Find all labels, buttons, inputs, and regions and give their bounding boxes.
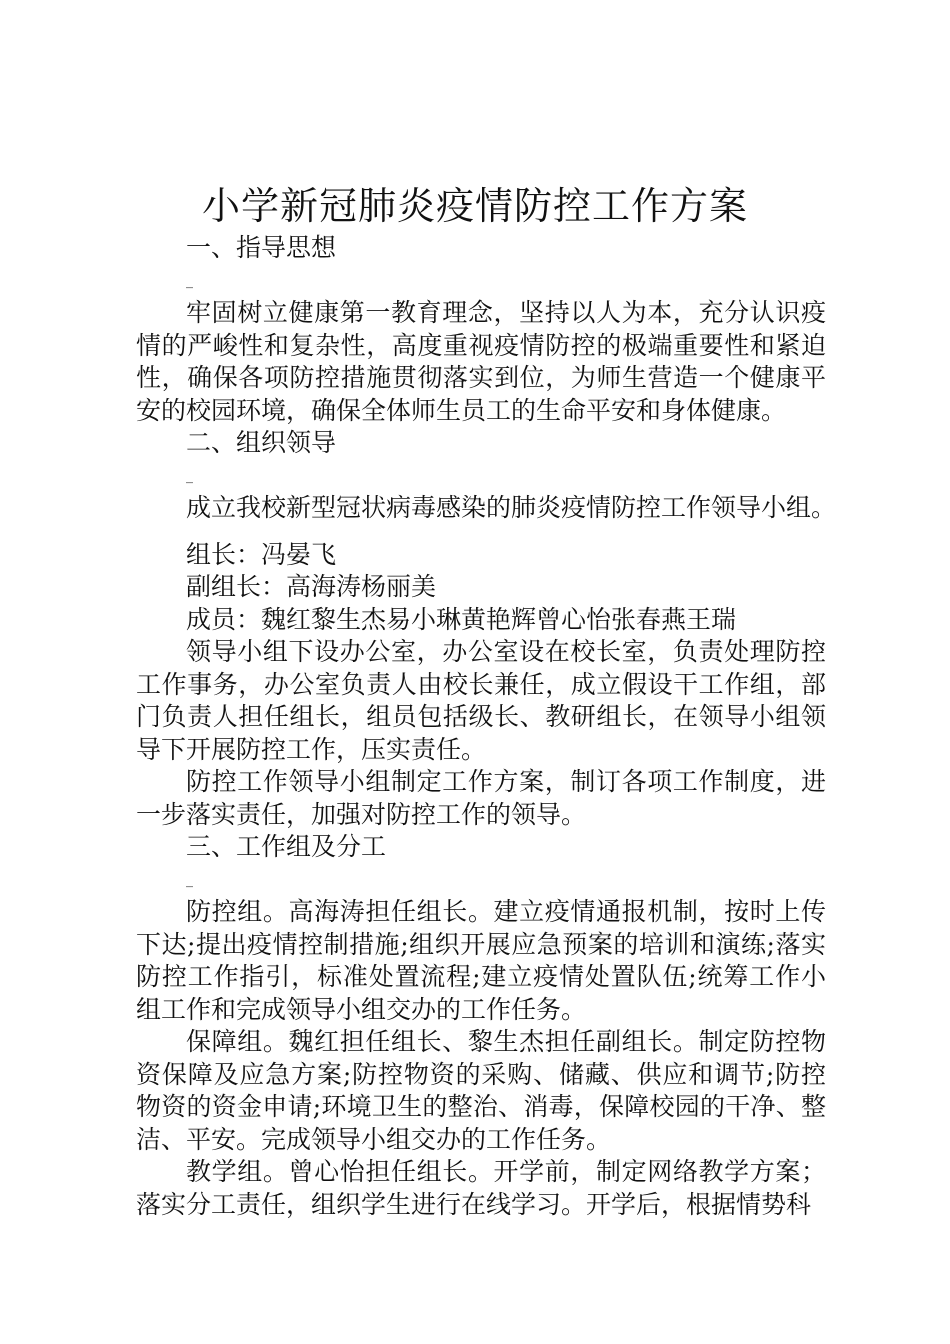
paragraph-guiding-ideology: 牢固树立健康第一教育理念，坚持以人为本，充分认识疫情的严峻性和复杂性，高度重视疫情防控的极端重要性和紧迫性，确保各项防控措施贯彻落实到位，为师生营造一个健康平安的校园环境，确保全体师生员工的生命平安和身体健康。: [136, 298, 826, 425]
paragraph-prevention-group: 防控组。高海涛担任组长。建立疫情通报机制，按时上传下达;提出疫情控制措施;组织开展应急预案的培训和演练;落实防控工作指引，标准处置流程;建立疫情处置队伍;统筹工作小组工作和完成领导小组交办的工作任务。: [136, 897, 826, 1024]
paragraph-office: 领导小组下设办公室，办公室设在校长室，负责处理防控工作事务，办公室负责人由校长兼任，成立假设干工作组，部门负责人担任组长，组员包括级长、教研组长，在领导小组领导下开展防控工作，压实责任。: [136, 637, 826, 764]
group-members: 成员：魏红黎生杰易小琳黄艳辉曾心怡张春燕王瑞: [186, 604, 737, 634]
section-heading-guiding-ideology: 一、指导思想: [186, 233, 337, 262]
group-leader: 组长：冯晏飞: [186, 539, 337, 569]
deputy-leader: 副组长：高海涛杨丽美: [186, 572, 437, 601]
spacer: [136, 525, 826, 539]
document-body: [136, 232, 837, 1221]
section-marker: _: [186, 272, 193, 289]
section-heading-work-groups: 三、工作组及分工: [186, 832, 387, 861]
section-marker: _: [186, 467, 193, 484]
paragraph-duty: 防控工作领导小组制定工作方案，制订各项工作制度，进一步落实责任，加强对防控工作的领导。: [136, 767, 826, 829]
paragraph-support-group: 保障组。魏红担任组长、黎生杰担任副组长。制定防控物资保障及应急方案;防控物资的采购、储藏、供应和调节;防控物资的资金申请;环境卫生的整治、消毒，保障校园的干净、整洁、平安。完成领导小组交办的工作任务。: [136, 1027, 826, 1154]
document-title: 小学新冠肺炎疫情防控工作方案: [201, 184, 748, 228]
section-marker: _: [186, 871, 193, 888]
paragraph-organization-intro: 成立我校新型冠状病毒感染的肺炎疫情防控工作领导小组。: [186, 493, 837, 522]
paragraph-teaching-group: 教学组。曾心怡担任组长。开学前，制定网络教学方案；落实分工责任，组织学生进行在线学习。开学后，根据情势科: [136, 1157, 826, 1219]
section-heading-organization: 二、组织领导: [186, 428, 337, 457]
